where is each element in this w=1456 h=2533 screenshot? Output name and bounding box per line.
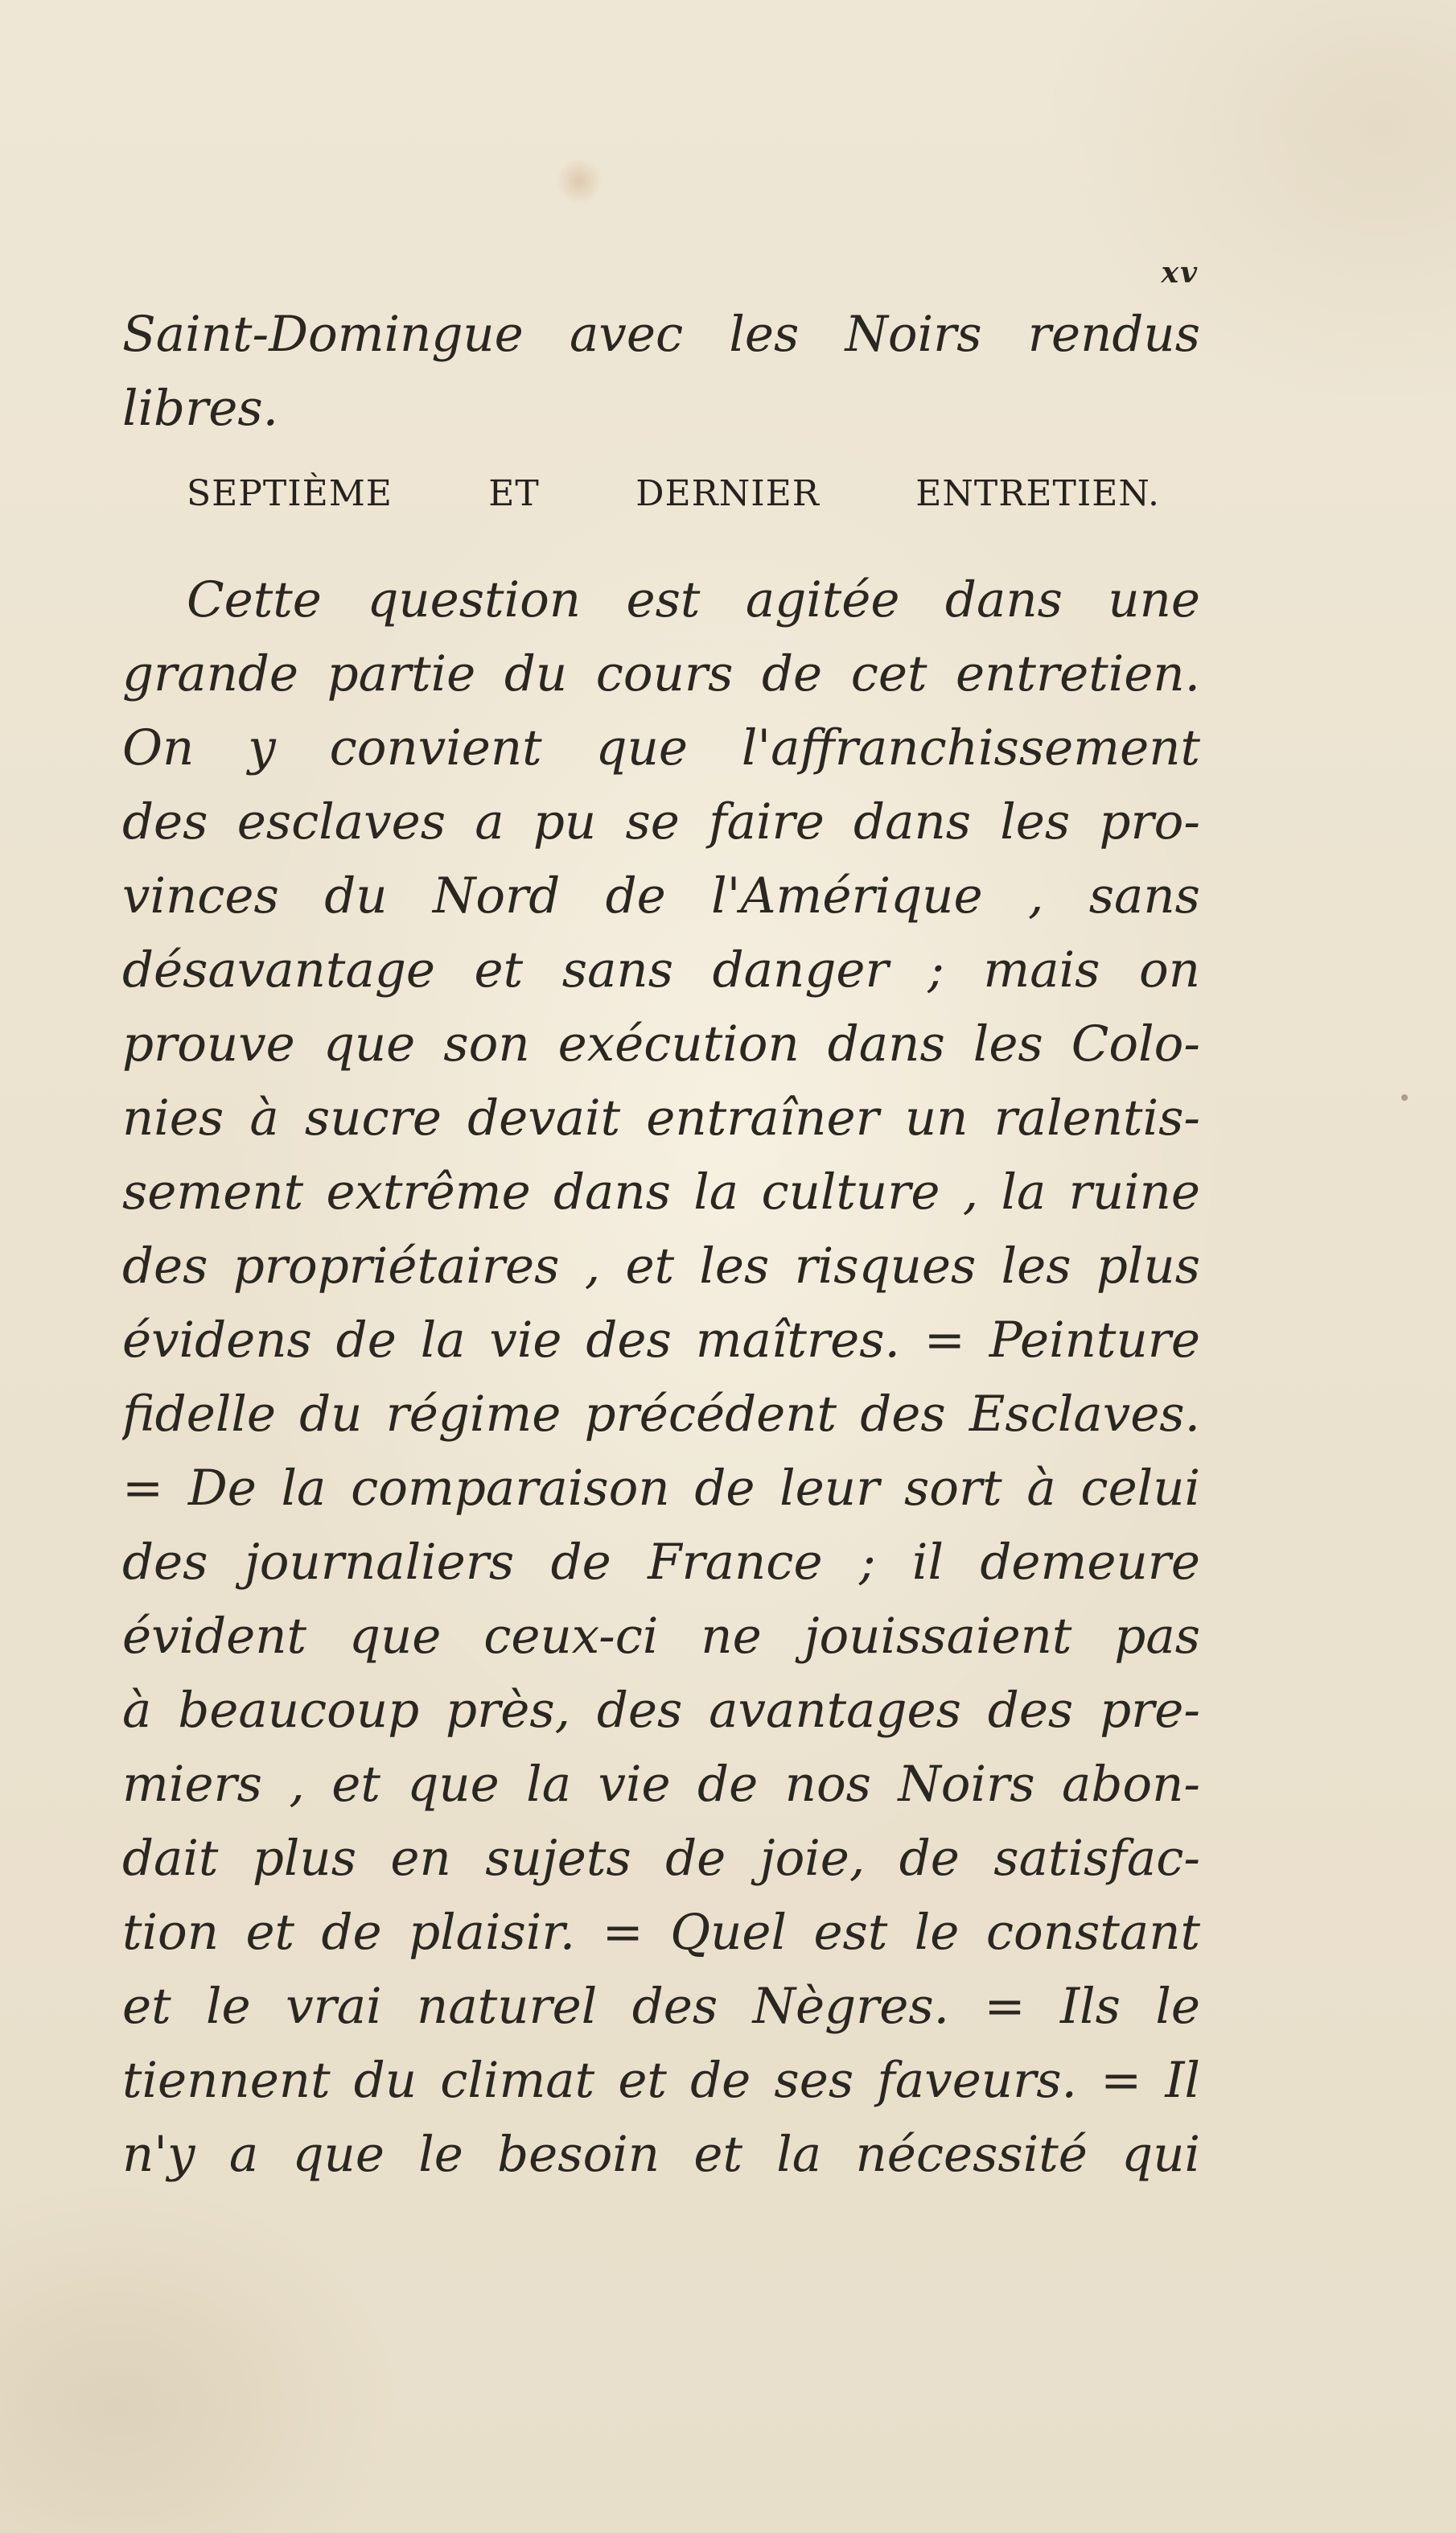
text-line: = De la comparaison de leur sort à celui	[122, 1460, 1200, 1517]
text-line: à beaucoup près, des avantages des pre-	[122, 1682, 1200, 1739]
text-line: sement extrême dans la culture , la ruine	[122, 1164, 1200, 1221]
text-line: dait plus en sujets de joie, de satisfac-	[122, 1830, 1200, 1887]
text-line: prouve que son exécution dans les Colo-	[122, 1015, 1200, 1073]
text-line: tiennent du climat et de ses faveurs. = Il	[122, 2052, 1200, 2109]
text-line: des propriétaires , et les risques les plus	[122, 1238, 1200, 1295]
text-line: n'y a que le besoin et la nécessité qui	[122, 2126, 1200, 2183]
text-line: des esclaves a pu se faire dans les pro-	[122, 793, 1200, 851]
text-line: désavantage et sans danger ; mais on	[122, 941, 1200, 999]
section-heading: SEPTIÈME ET DERNIER ENTRETIEN.	[187, 473, 1160, 514]
body-paragraph	[122, 563, 1200, 2192]
text-line: fidelle du régime précédent des Esclaves.	[122, 1386, 1200, 1443]
paper-stain	[555, 157, 603, 205]
text-line: évidens de la vie des maîtres. = Peinture	[122, 1312, 1200, 1369]
text-line: évident que ceux-ci ne jouissaient pas	[122, 1608, 1200, 1665]
page-number: xv	[1161, 256, 1199, 290]
paper-speck	[1401, 1094, 1408, 1101]
text-line: On y convient que l'affranchissement	[122, 719, 1200, 776]
text-line: grande partie du cours de cet entretien.	[122, 645, 1200, 702]
text-line: tion et de plaisir. = Quel est le constant	[122, 1904, 1200, 1961]
intro-paragraph	[122, 298, 1200, 446]
text-line: miers , et que la vie de nos Noirs abon-	[122, 1756, 1200, 1813]
text-line: Cette question est agitée dans une	[187, 571, 1200, 628]
text-line: des journaliers de France ; il demeure	[122, 1534, 1200, 1591]
text-line: nies à sucre devait entraîner un ralentis-	[122, 1089, 1200, 1147]
text-line: vinces du Nord de l'Amérique , sans	[122, 867, 1200, 925]
text-line: Saint-Domingue avec les Noirs rendus	[122, 306, 1200, 363]
text-line: libres.	[122, 380, 279, 437]
text-line: et le vrai naturel des Nègres. = Ils le	[122, 1978, 1200, 2035]
